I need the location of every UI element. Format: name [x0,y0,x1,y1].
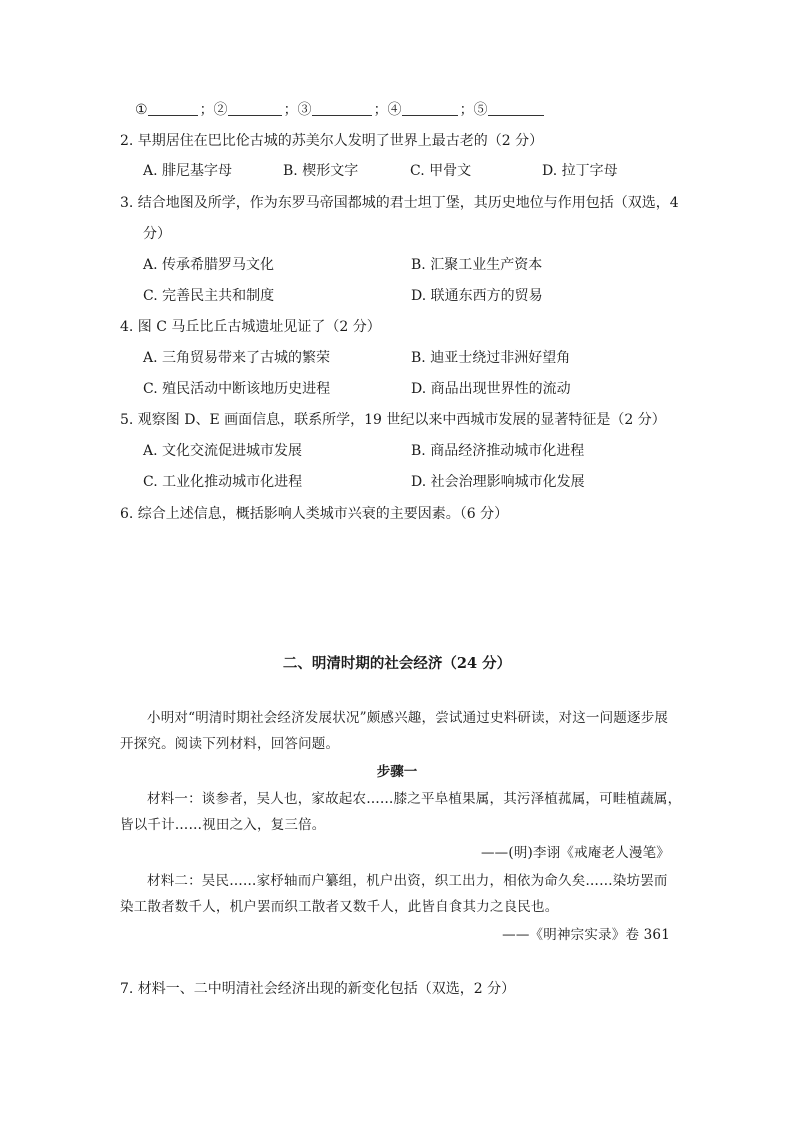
material2-line2: 染工散者数千人，机户罢而织工散者又数千人，此皆自食其力之良民也。 [120,899,559,915]
q2-option-a[interactable]: A. 腓尼基字母 [143,163,233,179]
q5-stem: 5. 观察图 D、E 画面信息，联系所学，19 世纪以来中西城市发展的显著特征是（2 分） [120,412,666,428]
section2-title: 二、明清时期的社会经济（24 分） [282,655,512,672]
q1-blank-3-label: ；③ [283,102,312,118]
q2-option-d[interactable]: D. 拉丁字母 [542,163,618,179]
material1-line1: 材料一：谈参者，吴人也，家故起农……膝之平阜植果属，其污泽植菰属，可畦植蔬属， [147,791,682,807]
q5-option-a[interactable]: A. 文化交流促进城市发展 [143,443,303,459]
q1-blank-2[interactable] [228,101,282,116]
q2-option-b[interactable]: B. 楔形文字 [283,163,359,179]
step1-heading: 步骤一 [376,764,418,780]
q5-option-c[interactable]: C. 工业化推动城市化进程 [143,474,303,490]
section2-intro-line2: 开探究。阅读下列材料，回答问题。 [120,736,340,752]
q3-stem-line2: 分） [143,226,171,242]
q3-option-a[interactable]: A. 传承希腊罗马文化 [143,257,275,273]
q3-stem-line1: 3. 结合地图及所学，作为东罗马帝国都城的君士坦丁堡，其历史地位与作用包括（双选，4 [120,195,679,211]
q2-option-c[interactable]: C. 甲骨文 [410,163,472,179]
q7-stem: 7. 材料一、二中明清社会经济出现的新变化包括（双选，2 分） [120,981,516,997]
q3-option-c[interactable]: C. 完善民主共和制度 [143,288,275,304]
q1-blank-1-label: ① [135,102,148,118]
q5-option-b[interactable]: B. 商品经济推动城市化进程 [411,443,585,459]
q3-option-b[interactable]: B. 汇聚工业生产资本 [411,257,543,273]
q1-blank-5[interactable] [488,101,544,116]
q1-blank-5-label: ；⑤ [459,102,488,118]
q2-stem: 2. 早期居住在巴比伦古城的苏美尔人发明了世界上最古老的（2 分） [120,133,544,149]
q1-blank-3[interactable] [312,101,372,116]
q1-blank-1[interactable] [148,101,198,116]
section2-intro-line1: 小明对“明清时期社会经济发展状况”颇感兴趣，尝试通过史料研读，对这一问题逐步展 [147,710,669,726]
q6-stem: 6. 综合上述信息，概括影响人类城市兴衰的主要因素。（6 分） [120,506,509,522]
q1-blank-2-label: ；② [199,102,228,118]
q4-option-d[interactable]: D. 商品出现世界性的流动 [411,381,571,397]
q1-blank-4-label: ；④ [373,102,402,118]
material1-line2: 皆以千计……视田之入，复三倍。 [120,817,326,833]
q4-option-a[interactable]: A. 三角贸易带来了古城的繁荣 [143,350,331,366]
q4-option-b[interactable]: B. 迪亚士绕过非洲好望角 [411,350,571,366]
q5-option-d[interactable]: D. 社会治理影响城市化发展 [411,474,585,490]
q3-option-d[interactable]: D. 联通东西方的贸易 [411,288,543,304]
material2-source: ——《明神宗实录》卷 361 [502,927,670,943]
material2-line1: 材料二：吴民……家杼轴而户纂组，机户出资，织工出力，相依为命久矣……染坊罢而 [147,873,668,889]
q6-answer-area[interactable] [120,530,670,640]
material1-source: ——(明)李诩《戒庵老人漫笔》 [480,845,670,861]
q4-stem: 4. 图 C 马丘比丘古城遗址见证了（2 分） [120,319,381,335]
q1-blank-4[interactable] [402,101,458,116]
q4-option-c[interactable]: C. 殖民活动中断该地历史进程 [143,381,331,397]
q1-blanks-row [135,100,546,120]
